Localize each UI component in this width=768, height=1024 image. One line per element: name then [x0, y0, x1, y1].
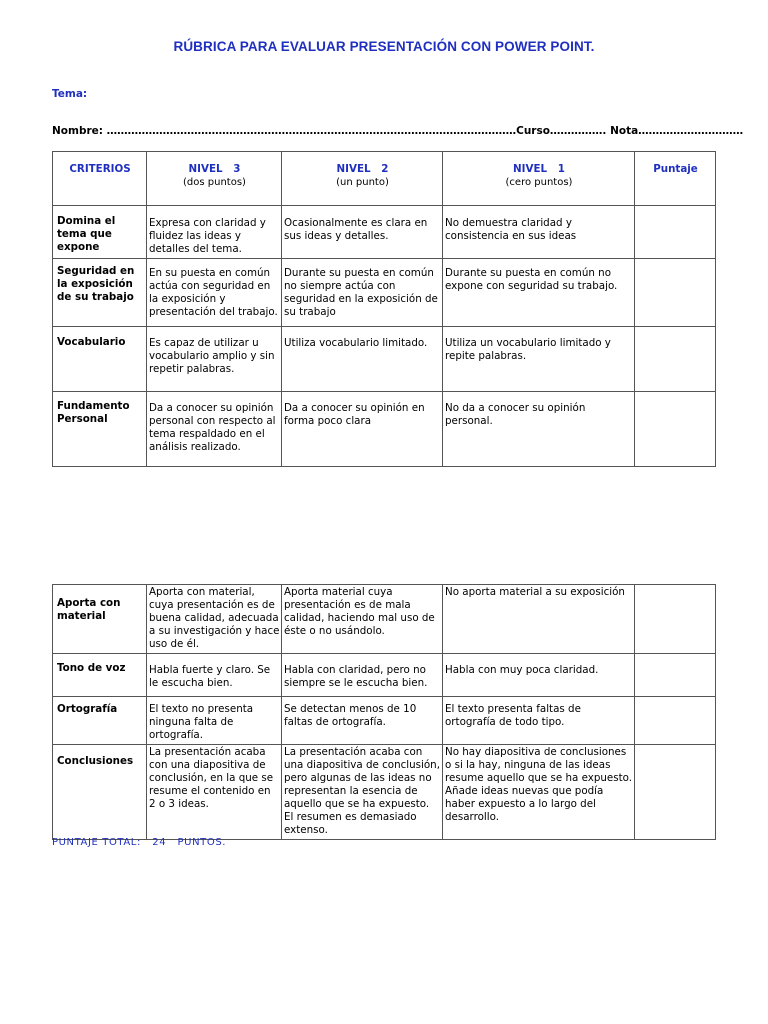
header-puntaje-label: Puntaje [653, 163, 698, 175]
header-nivel2-sub: (un punto) [336, 177, 389, 188]
criterio-cell: Aporta con material [53, 585, 147, 654]
nivel3-cell: El texto no presenta ninguna falta de ortografía. [147, 697, 282, 745]
puntaje-total: PUNTAJE TOTAL: 24 PUNTOS. [52, 837, 227, 848]
nivel2-cell: La presentación acaba con una diapositiva de conclusión, pero algunas de las ideas no representan la esencia de aquello que se ha expuesto. El resumen es demasiado extenso. [282, 745, 443, 840]
nivel3-cell: Es capaz de utilizar u vocabulario amplio y sin repetir palabras. [147, 327, 282, 392]
nivel1-cell: No aporta material a su exposición [443, 585, 635, 654]
nivel3-cell: La presentación acaba con una diapositiva de conclusión, en la que se resume el contenido en 2 o 3 ideas. [147, 745, 282, 840]
criterio-cell: Seguridad en la exposición de su trabajo [53, 259, 147, 327]
nombre-line: Nombre: ………………………………………………………………………………………………………Curso……………. Nota………………………… [52, 125, 744, 137]
table-row [53, 392, 716, 467]
nivel3-cell: Expresa con claridad y fluidez las ideas y detalles del tema. [147, 206, 282, 259]
puntaje-cell[interactable] [635, 206, 716, 259]
puntaje-cell[interactable] [635, 327, 716, 392]
header-criterios-label: CRITERIOS [69, 163, 131, 175]
header-nivel3-sub: (dos puntos) [183, 177, 246, 188]
table-row [53, 745, 716, 840]
nivel3-cell: Da a conocer su opinión personal con respecto al tema respaldado en el análisis realizado. [147, 392, 282, 467]
nivel3-cell: Aporta con material, cuya presentación es de buena calidad, adecuada a su investigación y hace uso de él. [147, 585, 282, 654]
table-row [53, 697, 716, 745]
criterio-cell: Vocabulario [53, 327, 147, 392]
nivel2-cell: Habla con claridad, pero no siempre se le escucha bien. [282, 654, 443, 697]
table-row [53, 206, 716, 259]
nivel1-cell: El texto presenta faltas de ortografía de todo tipo. [443, 697, 635, 745]
nivel1-cell: Utiliza un vocabulario limitado y repite palabras. [443, 327, 635, 392]
document-title: RÚBRICA PARA EVALUAR PRESENTACIÓN CON POWER POINT. [173, 39, 595, 54]
nivel1-cell: No da a conocer su opinión personal. [443, 392, 635, 467]
puntaje-cell[interactable] [635, 259, 716, 327]
nivel3-cell: En su puesta en común actúa con seguridad en la exposición y presentación del trabajo. [147, 259, 282, 327]
header-nivel3-label: NIVEL 3 [188, 163, 241, 175]
header-nivel2-label: NIVEL 2 [336, 163, 389, 175]
header-nivel1-label: NIVEL 1 [513, 163, 565, 175]
rubric-table-1 [52, 151, 716, 467]
rubric-table-2 [52, 584, 716, 840]
puntaje-cell[interactable] [635, 654, 716, 697]
nivel1-cell: No demuestra claridad y consistencia en sus ideas [443, 206, 635, 259]
puntaje-cell[interactable] [635, 745, 716, 840]
header-nivel1 [443, 152, 635, 206]
table-row [53, 259, 716, 327]
header-nivel1-sub: (cero puntos) [505, 177, 573, 188]
header-criterios [53, 152, 147, 206]
criterio-cell: Conclusiones [53, 745, 147, 840]
nivel3-cell: Habla fuerte y claro. Se le escucha bien. [147, 654, 282, 697]
nivel2-cell: Durante su puesta en común no siempre actúa con seguridad en la exposición de su trabajo [282, 259, 443, 327]
criterio-cell: Domina el tema que expone [53, 206, 147, 259]
table-row [53, 327, 716, 392]
criterio-cell: Tono de voz [53, 654, 147, 697]
criterio-cell: Ortografía [53, 697, 147, 745]
criterio-cell: Fundamento Personal [53, 392, 147, 467]
header-puntaje [635, 152, 716, 206]
nivel1-cell: Durante su puesta en común no expone con seguridad su trabajo. [443, 259, 635, 327]
header-nivel2 [282, 152, 443, 206]
table-row [53, 585, 716, 654]
nivel2-cell: Ocasionalmente es clara en sus ideas y detalles. [282, 206, 443, 259]
puntaje-cell[interactable] [635, 585, 716, 654]
nivel2-cell: Da a conocer su opinión en forma poco clara [282, 392, 443, 467]
puntaje-cell[interactable] [635, 392, 716, 467]
nivel2-cell: Se detectan menos de 10 faltas de ortografía. [282, 697, 443, 745]
nivel1-cell: Habla con muy poca claridad. [443, 654, 635, 697]
tema-label: Tema: [52, 88, 88, 100]
nivel2-cell: Utiliza vocabulario limitado. [282, 327, 443, 392]
puntaje-cell[interactable] [635, 697, 716, 745]
header-nivel3 [147, 152, 282, 206]
table-row [53, 654, 716, 697]
nivel2-cell: Aporta material cuya presentación es de mala calidad, haciendo mal uso de éste o no usándolo. [282, 585, 443, 654]
nivel1-cell: No hay diapositiva de conclusiones o si la hay, ninguna de las ideas resume aquello que se ha expuesto. Añade ideas nuevas que podía haber expuesto a lo largo del desarrollo. [443, 745, 635, 840]
header-row [53, 152, 716, 206]
